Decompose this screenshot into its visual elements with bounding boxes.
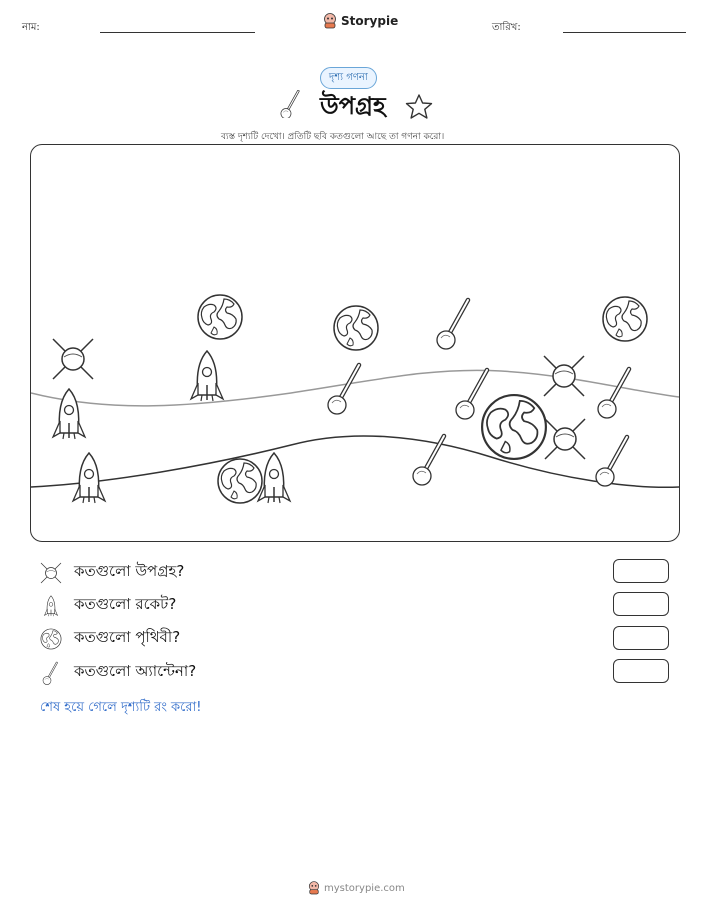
rocket-icon <box>258 453 290 503</box>
rocket-icon <box>53 389 85 439</box>
storypie-mascot-icon <box>323 13 337 29</box>
antenna-icon <box>596 437 627 486</box>
answer-box-satellites[interactable] <box>613 559 669 583</box>
page-title: উপগ্রহ <box>320 92 386 120</box>
question-text: কতগুলো পৃথিবী? <box>74 628 181 646</box>
earth-icon <box>482 395 546 459</box>
satellite-icon <box>545 419 585 459</box>
name-label: নাম: <box>22 22 40 33</box>
star-icon <box>404 93 434 119</box>
name-field[interactable] <box>100 32 255 33</box>
activity-tag: দৃশ্য গণনা <box>320 67 377 89</box>
question-row <box>40 660 196 685</box>
coloring-note: শেষ হয়ে গেলে দৃশ্যটি রং করো! <box>40 700 202 715</box>
antenna-icon <box>598 369 629 418</box>
rocket-icon <box>191 351 223 401</box>
earth-icon <box>334 306 378 350</box>
rocket-icon <box>73 453 105 503</box>
counting-scene <box>30 144 680 542</box>
question-row <box>40 626 180 651</box>
earth-icon <box>40 628 62 650</box>
satellite-icon <box>53 339 93 379</box>
rocket-icon <box>40 595 62 617</box>
question-row <box>40 560 184 585</box>
satellite-icon <box>40 562 62 584</box>
instruction-text: ব্যস্ত দৃশ্যটি দেখো। প্রতিটি ছবি কতগুলো আছে তা গণনা করো। <box>221 132 445 142</box>
brand-name: Storypie <box>341 14 399 28</box>
footer-url[interactable]: mystorypie.com <box>324 882 405 894</box>
antenna-icon <box>456 370 487 419</box>
date-label: তারিখ: <box>492 22 521 33</box>
question-text: কতগুলো উপগ্রহ? <box>74 562 185 580</box>
antenna-icon <box>40 661 62 685</box>
storypie-mascot-icon <box>308 881 320 895</box>
antenna-title-icon <box>280 90 302 118</box>
footer <box>308 881 405 895</box>
brand-logo <box>323 13 398 29</box>
question-row <box>40 593 176 618</box>
answer-box-earths[interactable] <box>613 626 669 650</box>
date-field[interactable] <box>563 32 686 33</box>
antenna-icon <box>437 300 468 349</box>
earth-icon <box>603 297 647 341</box>
answer-box-rockets[interactable] <box>613 592 669 616</box>
scene-illustration <box>31 145 679 541</box>
question-text: কতগুলো রকেট? <box>74 595 177 613</box>
antenna-icon <box>413 436 444 485</box>
earth-icon <box>198 295 242 339</box>
answer-box-antennas[interactable] <box>613 659 669 683</box>
question-text: কতগুলো অ্যান্টেনা? <box>74 662 197 680</box>
antenna-icon <box>328 365 359 414</box>
earth-icon <box>218 459 262 503</box>
